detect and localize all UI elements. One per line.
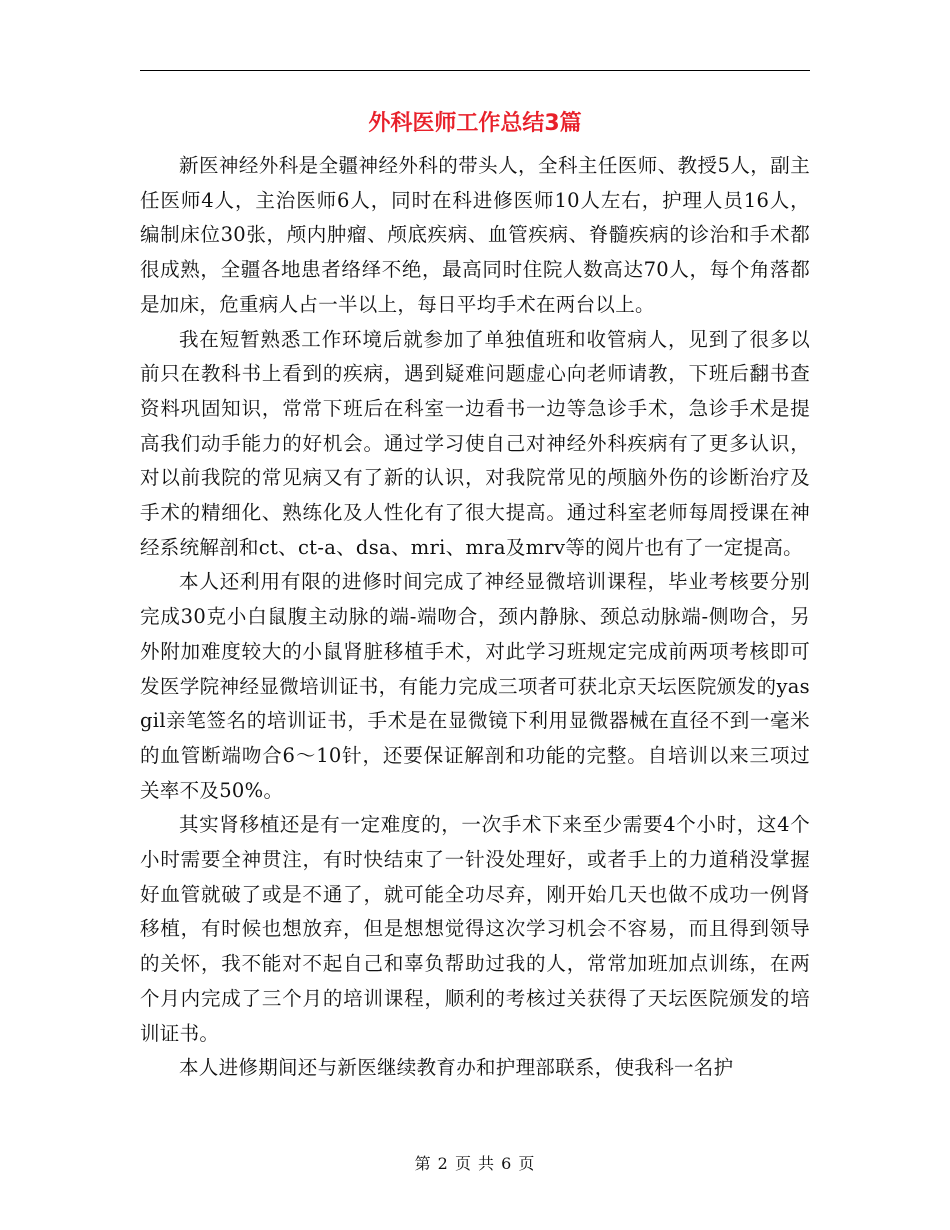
document-title: 外科医师工作总结3篇 bbox=[368, 111, 582, 136]
paragraph-4: 其实肾移植还是有一定难度的，一次手术下来至少需要4个小时，这4个小时需要全神贯注，有时快结束了一针没处理好，或者手上的力道稍没掌握好血管就破了或是不通了，就可能全功尽弃，刚开始几天也做不成功一例肾移植，有时候也想放弃，但是想想觉得这次学习机会不容易，而且得到领导的关怀，我不能对不起自己和辜负帮助过我的人，常常加班加点训练，在两个月内完成了三个月的培训课程，顺利的考核过关获得了天坛医院颁发的培训证书。 bbox=[140, 813, 810, 1045]
header-rule bbox=[140, 70, 810, 71]
document-body bbox=[140, 149, 810, 1086]
paragraph-5: 本人进修期间还与新医继续教育办和护理部联系，使我科一名护 bbox=[179, 1056, 734, 1080]
paragraph-1: 新医神经外科是全疆神经外科的带头人，全科主任医师、教授5人，副主任医师4人，主治医师6人，同时在科进修医师10人左右，护理人员16人，编制床位30张，颅内肿瘤、颅底疾病、血管疾病、脊髓疾病的诊治和手术都很成熟，全疆各地患者络绎不绝，最高同时住院人数高达70人，每个角落都是加床，危重病人占一半以上，每日平均手术在两台以上。 bbox=[140, 154, 810, 316]
paragraph-2: 我在短暂熟悉工作环境后就参加了单独值班和收管病人，见到了很多以前只在教科书上看到的疾病，遇到疑难问题虚心向老师请教，下班后翻书查资料巩固知识，常常下班后在科室一边看书一边等急诊手术，急诊手术是提高我们动手能力的好机会。通过学习使自己对神经外科疾病有了更多认识，对以前我院的常见病又有了新的认识，对我院常见的颅脑外伤的诊断治疗及手术的精细化、熟练化及人性化有了很大提高。通过科室老师每周授课在神经系统解剖和ct、ct-a、dsa、mri、mra及mrv等的阅片也有了一定提高。 bbox=[140, 327, 810, 559]
paragraph-3: 本人还利用有限的进修时间完成了神经显微培训课程，毕业考核要分别完成30克小白鼠腹主动脉的端-端吻合，颈内静脉、颈总动脉端-侧吻合，另外附加难度较大的小鼠肾脏移植手术，对此学习班规定完成前两项考核即可发医学院神经显微培训证书，有能力完成三项者可获北京天坛医院颁发的yasgil亲笔签名的培训证书，手术是在显微镜下利用显微器械在直径不到一毫米的血管断端吻合6～10针，还要保证解剖和功能的完整。自培训以来三项过关率不及50%。 bbox=[140, 570, 810, 802]
page-number-footer: 第 2 页 共 6 页 bbox=[414, 1154, 536, 1173]
